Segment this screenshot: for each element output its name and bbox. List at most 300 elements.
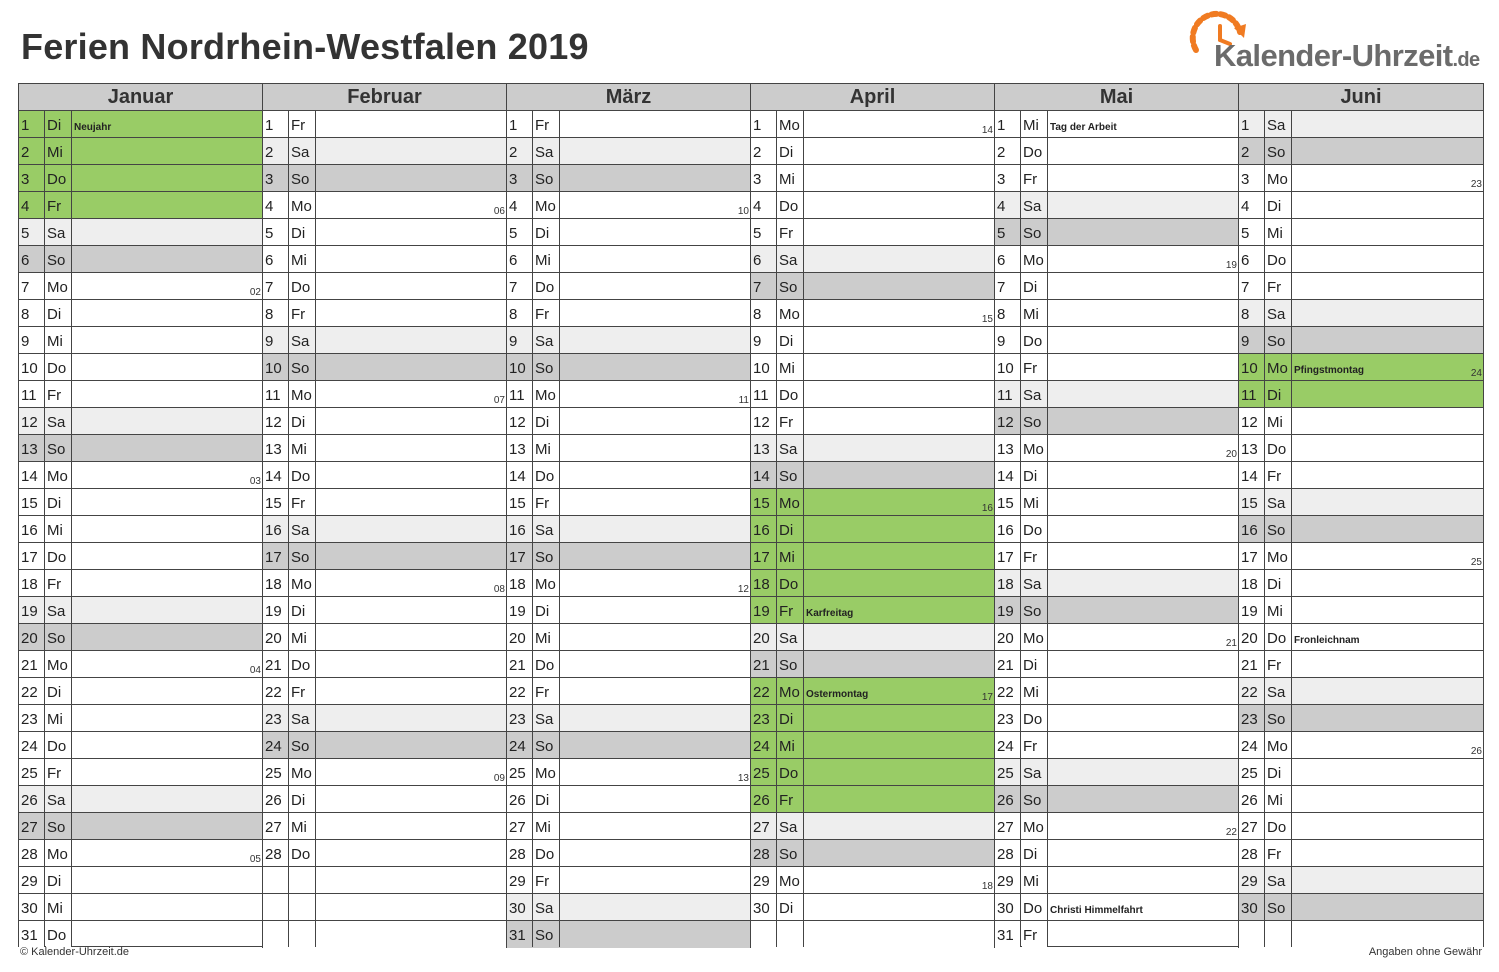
day-number: 9 xyxy=(507,327,533,353)
day-number: 13 xyxy=(1239,435,1265,461)
weekday: Di xyxy=(1266,570,1292,596)
weekday: Sa xyxy=(1266,300,1292,326)
day-number: 12 xyxy=(263,408,289,434)
day-number: 21 xyxy=(507,651,533,677)
weekday: Di xyxy=(46,678,72,704)
day-number: 13 xyxy=(19,435,45,461)
day-row xyxy=(995,840,1239,867)
weekday: Fr xyxy=(534,678,560,704)
weekday: Mo xyxy=(46,462,72,488)
day-row xyxy=(507,867,751,894)
day-number: 28 xyxy=(1239,840,1265,866)
day-row xyxy=(995,138,1239,165)
week-number: 21 xyxy=(1225,638,1237,649)
day-number: 11 xyxy=(995,381,1021,407)
weekday: Sa xyxy=(290,705,316,731)
day-row xyxy=(1239,489,1483,516)
day-number xyxy=(263,921,289,947)
day-number: 19 xyxy=(263,597,289,623)
day-row xyxy=(995,408,1239,435)
day-row xyxy=(1239,111,1483,138)
day-number: 26 xyxy=(263,786,289,812)
holiday-label: Christi Himmelfahrt xyxy=(1050,905,1143,916)
weekday: Mo xyxy=(534,759,560,785)
day-number: 18 xyxy=(751,570,777,596)
day-row xyxy=(1239,381,1483,408)
weekday: Sa xyxy=(290,327,316,353)
weekday xyxy=(1266,921,1292,947)
weekday: Do xyxy=(290,840,316,866)
day-number: 5 xyxy=(751,219,777,245)
weekday: Do xyxy=(46,921,72,947)
day-number xyxy=(1239,921,1265,947)
day-number: 1 xyxy=(507,111,533,137)
day-row xyxy=(19,408,263,435)
day-number: 7 xyxy=(263,273,289,299)
day-number: 8 xyxy=(1239,300,1265,326)
day-number: 15 xyxy=(19,489,45,515)
weekday: Fr xyxy=(1266,651,1292,677)
day-number: 18 xyxy=(995,570,1021,596)
day-row xyxy=(263,732,507,759)
month-header: Mai xyxy=(995,84,1239,111)
weekday: Mo xyxy=(1266,732,1292,758)
weekday: So xyxy=(1266,516,1292,542)
day-number xyxy=(263,867,289,893)
weekday: Fr xyxy=(1266,462,1292,488)
day-row xyxy=(995,921,1239,948)
day-number: 15 xyxy=(995,489,1021,515)
weekday: Sa xyxy=(534,327,560,353)
day-row xyxy=(507,813,751,840)
day-row xyxy=(751,516,995,543)
weekday: Mo xyxy=(46,840,72,866)
weekday: Mi xyxy=(1266,219,1292,245)
day-row xyxy=(19,624,263,651)
day-row xyxy=(507,759,751,786)
day-row xyxy=(19,651,263,678)
day-number: 23 xyxy=(19,705,45,731)
weekday: Mo xyxy=(290,759,316,785)
weekday: Sa xyxy=(46,597,72,623)
weekday: Fr xyxy=(46,192,72,218)
day-number: 3 xyxy=(751,165,777,191)
day-number: 26 xyxy=(507,786,533,812)
day-number: 26 xyxy=(751,786,777,812)
weekday: Fr xyxy=(46,570,72,596)
weekday: Di xyxy=(290,219,316,245)
day-number: 31 xyxy=(995,921,1021,947)
weekday: Di xyxy=(1266,381,1292,407)
day-number: 8 xyxy=(507,300,533,326)
weekday: So xyxy=(1266,894,1292,920)
day-row xyxy=(751,138,995,165)
weekday: Mo xyxy=(46,273,72,299)
day-row xyxy=(751,219,995,246)
day-number: 25 xyxy=(995,759,1021,785)
day-number: 7 xyxy=(507,273,533,299)
weekday: Mi xyxy=(1266,408,1292,434)
weekday: Fr xyxy=(778,597,804,623)
day-row xyxy=(1239,462,1483,489)
day-number: 2 xyxy=(995,138,1021,164)
day-row xyxy=(19,516,263,543)
day-row xyxy=(263,651,507,678)
day-row xyxy=(507,543,751,570)
weekday: So xyxy=(290,543,316,569)
weekday: Mi xyxy=(778,732,804,758)
weekday: Fr xyxy=(1022,543,1048,569)
day-number: 15 xyxy=(263,489,289,515)
weekday: Sa xyxy=(1266,111,1292,137)
weekday: Do xyxy=(1266,813,1292,839)
weekday: Fr xyxy=(1266,273,1292,299)
weekday: Sa xyxy=(1266,867,1292,893)
weekday: Mi xyxy=(46,894,72,920)
week-number: 02 xyxy=(249,287,261,298)
day-row xyxy=(751,462,995,489)
day-row xyxy=(263,138,507,165)
day-row xyxy=(1239,219,1483,246)
day-row xyxy=(19,381,263,408)
weekday: Do xyxy=(46,732,72,758)
weekday: So xyxy=(778,840,804,866)
weekday: Mi xyxy=(1022,489,1048,515)
day-row xyxy=(995,597,1239,624)
weekday: Mi xyxy=(1022,678,1048,704)
day-row xyxy=(263,462,507,489)
day-row xyxy=(263,327,507,354)
weekday: Mi xyxy=(778,543,804,569)
day-number: 4 xyxy=(263,192,289,218)
day-row xyxy=(263,624,507,651)
day-row xyxy=(19,543,263,570)
day-number: 9 xyxy=(751,327,777,353)
weekday: Mi xyxy=(1266,597,1292,623)
day-row xyxy=(995,273,1239,300)
weekday: So xyxy=(290,354,316,380)
day-number: 11 xyxy=(751,381,777,407)
day-row xyxy=(995,354,1239,381)
day-number: 30 xyxy=(1239,894,1265,920)
day-row xyxy=(263,813,507,840)
weekday: Fr xyxy=(290,678,316,704)
day-row xyxy=(751,813,995,840)
weekday: Mi xyxy=(1266,786,1292,812)
weekday: So xyxy=(46,624,72,650)
weekday: Sa xyxy=(1266,678,1292,704)
weekday: Mo xyxy=(1022,624,1048,650)
week-number: 10 xyxy=(737,206,749,217)
day-row xyxy=(995,651,1239,678)
day-number: 24 xyxy=(19,732,45,758)
day-row xyxy=(507,516,751,543)
day-number: 12 xyxy=(19,408,45,434)
day-row xyxy=(19,732,263,759)
weekday: So xyxy=(534,543,560,569)
day-number: 17 xyxy=(507,543,533,569)
weekday: Do xyxy=(1266,246,1292,272)
day-row xyxy=(1239,705,1483,732)
day-number: 3 xyxy=(263,165,289,191)
weekday: So xyxy=(1022,408,1048,434)
day-row xyxy=(1239,813,1483,840)
day-number: 14 xyxy=(19,462,45,488)
week-number: 11 xyxy=(738,395,749,406)
day-number: 29 xyxy=(1239,867,1265,893)
day-row xyxy=(263,489,507,516)
weekday: Di xyxy=(1022,840,1048,866)
day-row xyxy=(263,786,507,813)
day-row xyxy=(263,435,507,462)
day-row xyxy=(1239,678,1483,705)
day-number: 8 xyxy=(263,300,289,326)
weekday: Sa xyxy=(778,624,804,650)
day-number: 7 xyxy=(995,273,1021,299)
day-number: 30 xyxy=(995,894,1021,920)
week-number: 08 xyxy=(493,584,505,595)
day-number: 2 xyxy=(263,138,289,164)
day-number: 9 xyxy=(19,327,45,353)
weekday: Do xyxy=(534,651,560,677)
day-number: 13 xyxy=(507,435,533,461)
weekday: Di xyxy=(1022,273,1048,299)
day-row xyxy=(263,354,507,381)
day-row xyxy=(751,489,995,516)
day-row xyxy=(19,921,263,948)
weekday: Fr xyxy=(534,300,560,326)
day-number: 20 xyxy=(1239,624,1265,650)
day-row xyxy=(1239,327,1483,354)
empty-day-cell xyxy=(263,921,507,948)
day-number: 9 xyxy=(1239,327,1265,353)
day-number: 6 xyxy=(263,246,289,272)
weekday: Di xyxy=(290,786,316,812)
weekday: Di xyxy=(534,408,560,434)
weekday: Sa xyxy=(46,219,72,245)
day-number: 15 xyxy=(1239,489,1265,515)
weekday: Sa xyxy=(534,894,560,920)
day-row xyxy=(1239,408,1483,435)
weekday: Mo xyxy=(1022,435,1048,461)
day-row xyxy=(995,246,1239,273)
day-number: 9 xyxy=(995,327,1021,353)
day-row xyxy=(507,462,751,489)
day-number: 17 xyxy=(995,543,1021,569)
weekday: Do xyxy=(46,543,72,569)
day-number: 18 xyxy=(19,570,45,596)
day-number: 26 xyxy=(995,786,1021,812)
weekday: Fr xyxy=(46,759,72,785)
day-number: 9 xyxy=(263,327,289,353)
weekday: Mo xyxy=(1022,246,1048,272)
day-number: 1 xyxy=(751,111,777,137)
day-number: 24 xyxy=(507,732,533,758)
weekday: Mo xyxy=(290,381,316,407)
day-number: 26 xyxy=(19,786,45,812)
day-number: 25 xyxy=(263,759,289,785)
weekday: So xyxy=(46,435,72,461)
weekday: So xyxy=(290,165,316,191)
day-number: 6 xyxy=(751,246,777,272)
day-row xyxy=(995,894,1239,921)
day-number: 1 xyxy=(263,111,289,137)
day-number: 5 xyxy=(507,219,533,245)
weekday: Mo xyxy=(290,192,316,218)
day-number: 12 xyxy=(751,408,777,434)
day-number: 28 xyxy=(507,840,533,866)
day-row xyxy=(1239,624,1483,651)
weekday: Di xyxy=(1266,192,1292,218)
week-number: 17 xyxy=(981,692,993,703)
day-row xyxy=(19,597,263,624)
day-number: 29 xyxy=(507,867,533,893)
day-number: 29 xyxy=(751,867,777,893)
weekday: Di xyxy=(778,138,804,164)
day-number: 12 xyxy=(507,408,533,434)
weekday: Mo xyxy=(778,489,804,515)
weekday: Mo xyxy=(534,570,560,596)
weekday: Di xyxy=(290,597,316,623)
day-row xyxy=(507,381,751,408)
weekday: Mi xyxy=(290,813,316,839)
weekday: Di xyxy=(46,111,72,137)
weekday: Mo xyxy=(534,381,560,407)
week-number: 19 xyxy=(1225,260,1237,271)
day-row xyxy=(507,678,751,705)
day-number: 30 xyxy=(19,894,45,920)
weekday: Mi xyxy=(534,246,560,272)
day-number: 10 xyxy=(263,354,289,380)
holiday-label: Pfingstmontag xyxy=(1294,365,1364,376)
day-number: 3 xyxy=(507,165,533,191)
day-number: 6 xyxy=(1239,246,1265,272)
weekday: Mi xyxy=(534,435,560,461)
weekday xyxy=(778,921,804,947)
day-row xyxy=(19,489,263,516)
day-number: 23 xyxy=(507,705,533,731)
weekday: So xyxy=(1022,219,1048,245)
day-number: 19 xyxy=(1239,597,1265,623)
weekday: Di xyxy=(46,489,72,515)
weekday: Fr xyxy=(290,300,316,326)
day-row xyxy=(995,624,1239,651)
weekday: Di xyxy=(534,597,560,623)
week-number: 07 xyxy=(493,395,505,406)
day-row xyxy=(1239,867,1483,894)
weekday: Sa xyxy=(778,435,804,461)
day-row xyxy=(507,273,751,300)
week-number: 24 xyxy=(1470,368,1482,379)
month-header: April xyxy=(751,84,995,111)
weekday: So xyxy=(1266,705,1292,731)
day-number: 18 xyxy=(1239,570,1265,596)
weekday: So xyxy=(534,921,560,947)
day-row xyxy=(263,516,507,543)
week-number: 04 xyxy=(249,665,261,676)
weekday: Mi xyxy=(1022,867,1048,893)
day-number: 28 xyxy=(995,840,1021,866)
day-row xyxy=(19,813,263,840)
day-number: 19 xyxy=(751,597,777,623)
day-row xyxy=(263,111,507,138)
day-number: 25 xyxy=(507,759,533,785)
week-number: 06 xyxy=(493,206,505,217)
day-number: 17 xyxy=(263,543,289,569)
weekday: So xyxy=(1022,597,1048,623)
day-row xyxy=(995,516,1239,543)
month-header: Januar xyxy=(19,84,263,111)
day-number: 6 xyxy=(19,246,45,272)
day-row xyxy=(507,435,751,462)
day-row xyxy=(1239,165,1483,192)
day-row xyxy=(263,165,507,192)
weekday: Sa xyxy=(534,516,560,542)
weekday: Fr xyxy=(1022,732,1048,758)
day-row xyxy=(507,894,751,921)
day-row xyxy=(751,111,995,138)
day-row xyxy=(1239,651,1483,678)
day-number: 31 xyxy=(507,921,533,947)
weekday: Mi xyxy=(46,705,72,731)
weekday: Mi xyxy=(290,435,316,461)
weekday: Fr xyxy=(46,381,72,407)
day-row xyxy=(507,165,751,192)
day-row xyxy=(995,705,1239,732)
day-row xyxy=(1239,786,1483,813)
day-number: 22 xyxy=(507,678,533,704)
weekday: So xyxy=(46,246,72,272)
weekday: Do xyxy=(1022,894,1048,920)
day-number: 18 xyxy=(507,570,533,596)
day-row xyxy=(751,732,995,759)
day-number: 15 xyxy=(507,489,533,515)
weekday: Sa xyxy=(1266,489,1292,515)
logo[interactable] xyxy=(1184,10,1484,74)
weekday: Mo xyxy=(1266,165,1292,191)
day-row xyxy=(995,489,1239,516)
weekday: Mo xyxy=(290,570,316,596)
day-number: 22 xyxy=(1239,678,1265,704)
weekday: Di xyxy=(46,300,72,326)
weekday: So xyxy=(1266,327,1292,353)
day-number: 3 xyxy=(1239,165,1265,191)
weekday: Sa xyxy=(46,408,72,434)
day-number: 30 xyxy=(751,894,777,920)
day-number: 13 xyxy=(263,435,289,461)
day-number: 1 xyxy=(1239,111,1265,137)
page-title: Ferien Nordrhein-Westfalen 2019 xyxy=(21,26,589,67)
weekday: Di xyxy=(778,516,804,542)
day-row xyxy=(507,300,751,327)
weekday: So xyxy=(1266,138,1292,164)
weekday: Fr xyxy=(1266,840,1292,866)
day-number: 2 xyxy=(751,138,777,164)
day-number: 25 xyxy=(1239,759,1265,785)
day-row xyxy=(19,219,263,246)
weekday: Di xyxy=(778,327,804,353)
day-row xyxy=(19,246,263,273)
day-number: 27 xyxy=(1239,813,1265,839)
weekday xyxy=(290,867,316,893)
day-row xyxy=(507,921,751,948)
day-row xyxy=(19,273,263,300)
day-number: 11 xyxy=(263,381,289,407)
day-row xyxy=(507,705,751,732)
day-row xyxy=(751,408,995,435)
day-row xyxy=(263,381,507,408)
weekday: So xyxy=(290,732,316,758)
